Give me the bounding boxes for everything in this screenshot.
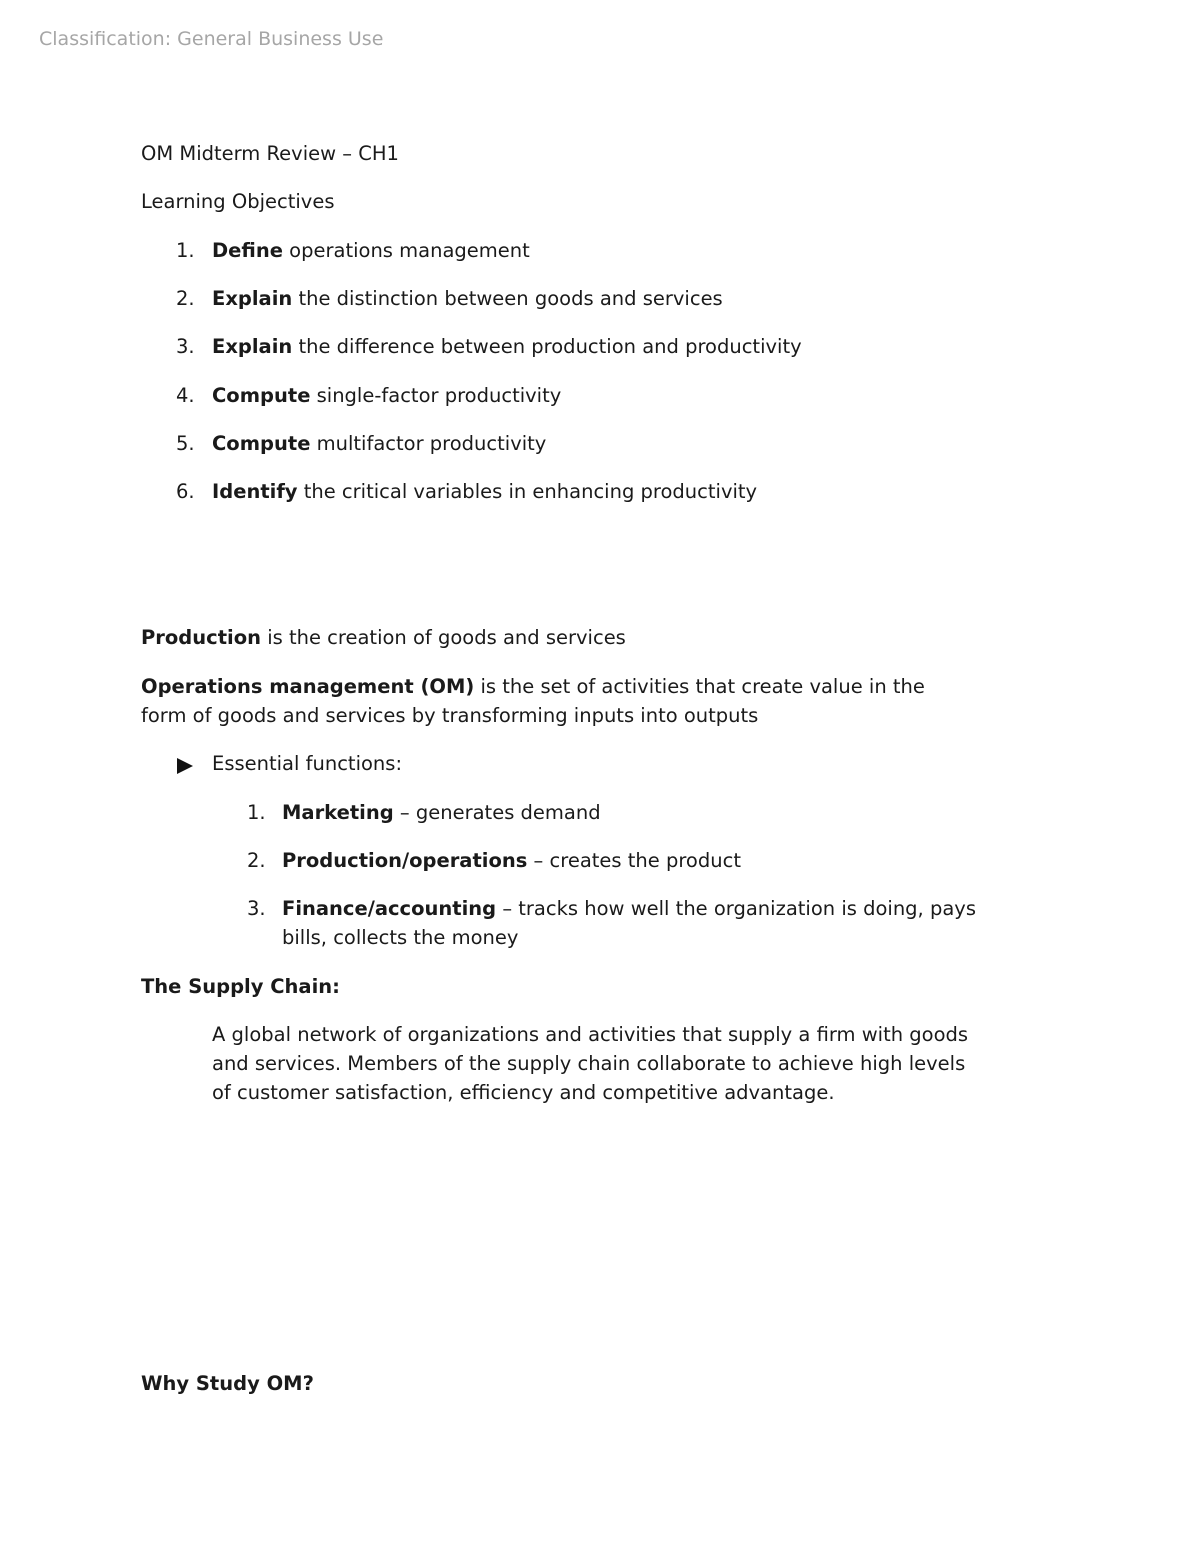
objective-verb: Compute <box>212 384 311 407</box>
list-item-text <box>212 477 757 506</box>
objectives-heading: Learning Objectives <box>141 190 335 213</box>
function-text: – tracks how well the organization is doing, pays <box>496 897 976 920</box>
why-study-heading-text: Why Study OM? <box>141 1372 314 1395</box>
list-number: 3. <box>176 335 195 358</box>
list-item-text <box>212 284 723 313</box>
triangle-bullet-icon <box>177 758 193 774</box>
function-term: Marketing <box>282 801 394 824</box>
list-number: 3. <box>247 897 266 920</box>
list-item-text <box>282 846 741 875</box>
list-number: 1. <box>247 801 266 824</box>
supply-chain-heading-text: The Supply Chain: <box>141 975 340 998</box>
production-definition <box>141 623 626 652</box>
function-text: – creates the product <box>527 849 741 872</box>
list-number: 5. <box>176 432 195 455</box>
objective-text: single-factor productivity <box>310 384 562 407</box>
list-number: 1. <box>176 239 195 262</box>
function-text: – generates demand <box>393 801 601 824</box>
list-item-text <box>212 332 802 361</box>
om-term: Operations management (OM) <box>141 675 475 698</box>
classification-label: Classification: General Business Use <box>39 28 384 50</box>
objective-text: operations management <box>282 239 530 262</box>
production-term: Production <box>141 626 261 649</box>
list-item-text <box>212 429 546 458</box>
objective-verb: Explain <box>212 335 293 358</box>
objective-text: multifactor productivity <box>310 432 547 455</box>
om-definition-line1 <box>141 672 925 701</box>
supply-chain-line2: and services. Members of the supply chain collaborate to achieve high levels <box>212 1052 966 1075</box>
function-term: Production/operations <box>282 849 528 872</box>
objective-text: the distinction between goods and services <box>292 287 723 310</box>
production-text: is the creation of goods and services <box>261 626 626 649</box>
objective-text: the critical variables in enhancing productivity <box>297 480 758 503</box>
list-item-text <box>212 381 561 410</box>
om-text-1: is the set of activities that create value in the <box>474 675 925 698</box>
function-text-continued: bills, collects the money <box>282 926 519 949</box>
list-item-text <box>212 236 530 265</box>
objective-verb: Compute <box>212 432 311 455</box>
function-term: Finance/accounting <box>282 897 497 920</box>
list-number: 6. <box>176 480 195 503</box>
objective-verb: Define <box>212 239 283 262</box>
objective-verb: Identify <box>212 480 298 503</box>
list-number: 4. <box>176 384 195 407</box>
why-study-heading <box>141 1369 314 1398</box>
document-title: OM Midterm Review – CH1 <box>141 142 399 165</box>
objective-verb: Explain <box>212 287 293 310</box>
list-number: 2. <box>176 287 195 310</box>
list-number: 2. <box>247 849 266 872</box>
om-definition-line2: form of goods and services by transforming inputs into outputs <box>141 704 759 727</box>
list-item-text <box>282 798 601 827</box>
supply-chain-line3: of customer satisfaction, efficiency and competitive advantage. <box>212 1081 835 1104</box>
objective-text: the difference between production and productivity <box>292 335 802 358</box>
supply-chain-line1: A global network of organizations and activities that supply a firm with goods <box>212 1023 969 1046</box>
essential-functions-label: Essential functions: <box>212 752 403 775</box>
supply-chain-heading <box>141 972 340 1001</box>
list-item-text <box>282 894 976 923</box>
